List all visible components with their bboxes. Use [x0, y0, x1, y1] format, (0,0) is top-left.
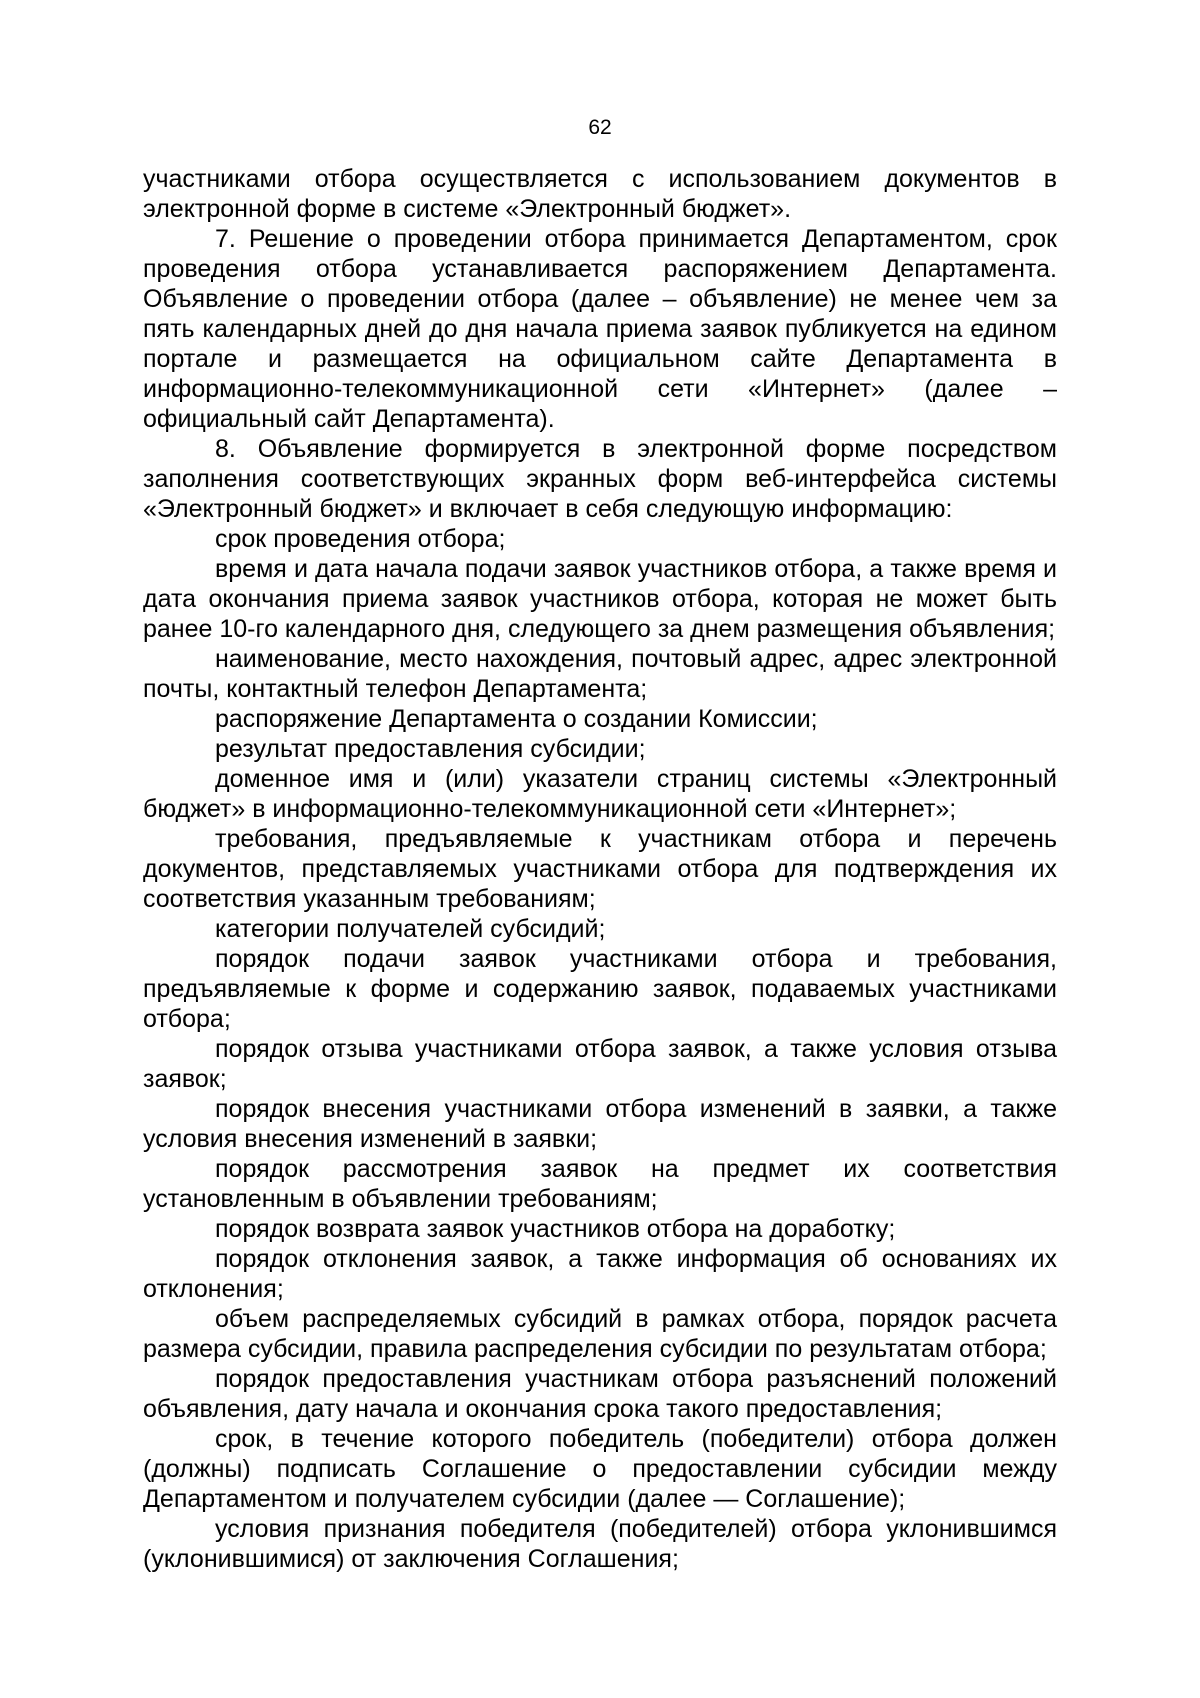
list-item-requirements: требования, предъявляемые к участникам отбора и перечень документов, представляемых участниками отбора для подтверждения их соответствия указанным требованиям;: [143, 825, 1057, 913]
list-item-submission-procedure: порядок подачи заявок участниками отбора и требования, предъявляемые к форме и содержанию заявок, подаваемых участниками отбора;: [143, 945, 1057, 1033]
list-item-review-procedure: порядок рассмотрения заявок на предмет их соответствия установленным в объявлении требованиям;: [143, 1155, 1057, 1213]
list-item-agreement-deadline: срок, в течение которого победитель (победители) отбора должен (должны) подписать Соглашение о предоставлении субсидии между Департаментом и получателем субсидии (далее — Соглашение);: [143, 1425, 1057, 1513]
list-item-domain-name: доменное имя и (или) указатели страниц системы «Электронный бюджет» в информационно-телекоммуникационной сети «Интернет»;: [143, 765, 1057, 823]
list-item-withdrawal-procedure: порядок отзыва участниками отбора заявок, а также условия отзыва заявок;: [143, 1035, 1057, 1093]
list-item-subsidy-result: результат предоставления субсидии;: [215, 735, 646, 763]
list-item-rejection-procedure: порядок отклонения заявок, а также информация об основаниях их отклонения;: [143, 1245, 1057, 1303]
list-item-clarification-procedure: порядок предоставления участникам отбора разъяснений положений объявления, дату начала и окончания срока такого предоставления;: [143, 1365, 1057, 1423]
list-item-recipient-categories: категории получателей субсидий;: [215, 915, 606, 943]
list-item-application-dates: время и дата начала подачи заявок участников отбора, а также время и дата окончания приема заявок участников отбора, которая не может быть ранее 10-го календарного дня, следующего за днем размещения объявления;: [143, 555, 1057, 643]
list-item-subsidy-volume: объем распределяемых субсидий в рамках отбора, порядок расчета размера субсидии, правила распределения субсидии по результатам отбора;: [143, 1305, 1057, 1363]
list-item-department-contacts: наименование, место нахождения, почтовый адрес, адрес электронной почты, контактный телефон Департамента;: [143, 645, 1057, 703]
document-body: [143, 164, 1057, 1574]
list-item-commission-order: распоряжение Департамента о создании Комиссии;: [215, 705, 818, 733]
list-item-selection-period: срок проведения отбора;: [215, 525, 506, 553]
paragraph-item-8: 8. Объявление формируется в электронной форме посредством заполнения соответствующих экранных форм веб-интерфейса системы «Электронный бюджет» и включает в себя следующую информацию:: [143, 435, 1057, 523]
list-item-amendment-procedure: порядок внесения участниками отбора изменений в заявки, а также условия внесения изменений в заявки;: [143, 1095, 1057, 1153]
page-number: 62: [588, 116, 612, 139]
paragraph-item-7: 7. Решение о проведении отбора принимается Департаментом, срок проведения отбора устанавливается распоряжением Департамента. Объявление о проведении отбора (далее – объявление) не менее чем за пять календарных дней до дня начала приема заявок публикуется на едином портале и размещается на официальном сайте Департамента в информационно-телекоммуникационной сети «Интернет» (далее – официальный сайт Департамента).: [143, 225, 1057, 433]
list-item-return-procedure: порядок возврата заявок участников отбора на доработку;: [215, 1215, 896, 1243]
paragraph-continuation: участниками отбора осуществляется с использованием документов в электронной форме в системе «Электронный бюджет».: [143, 165, 1057, 223]
list-item-evasion-conditions: условия признания победителя (победителей) отбора уклонившимся (уклонившимися) от заключения Соглашения;: [143, 1515, 1057, 1573]
